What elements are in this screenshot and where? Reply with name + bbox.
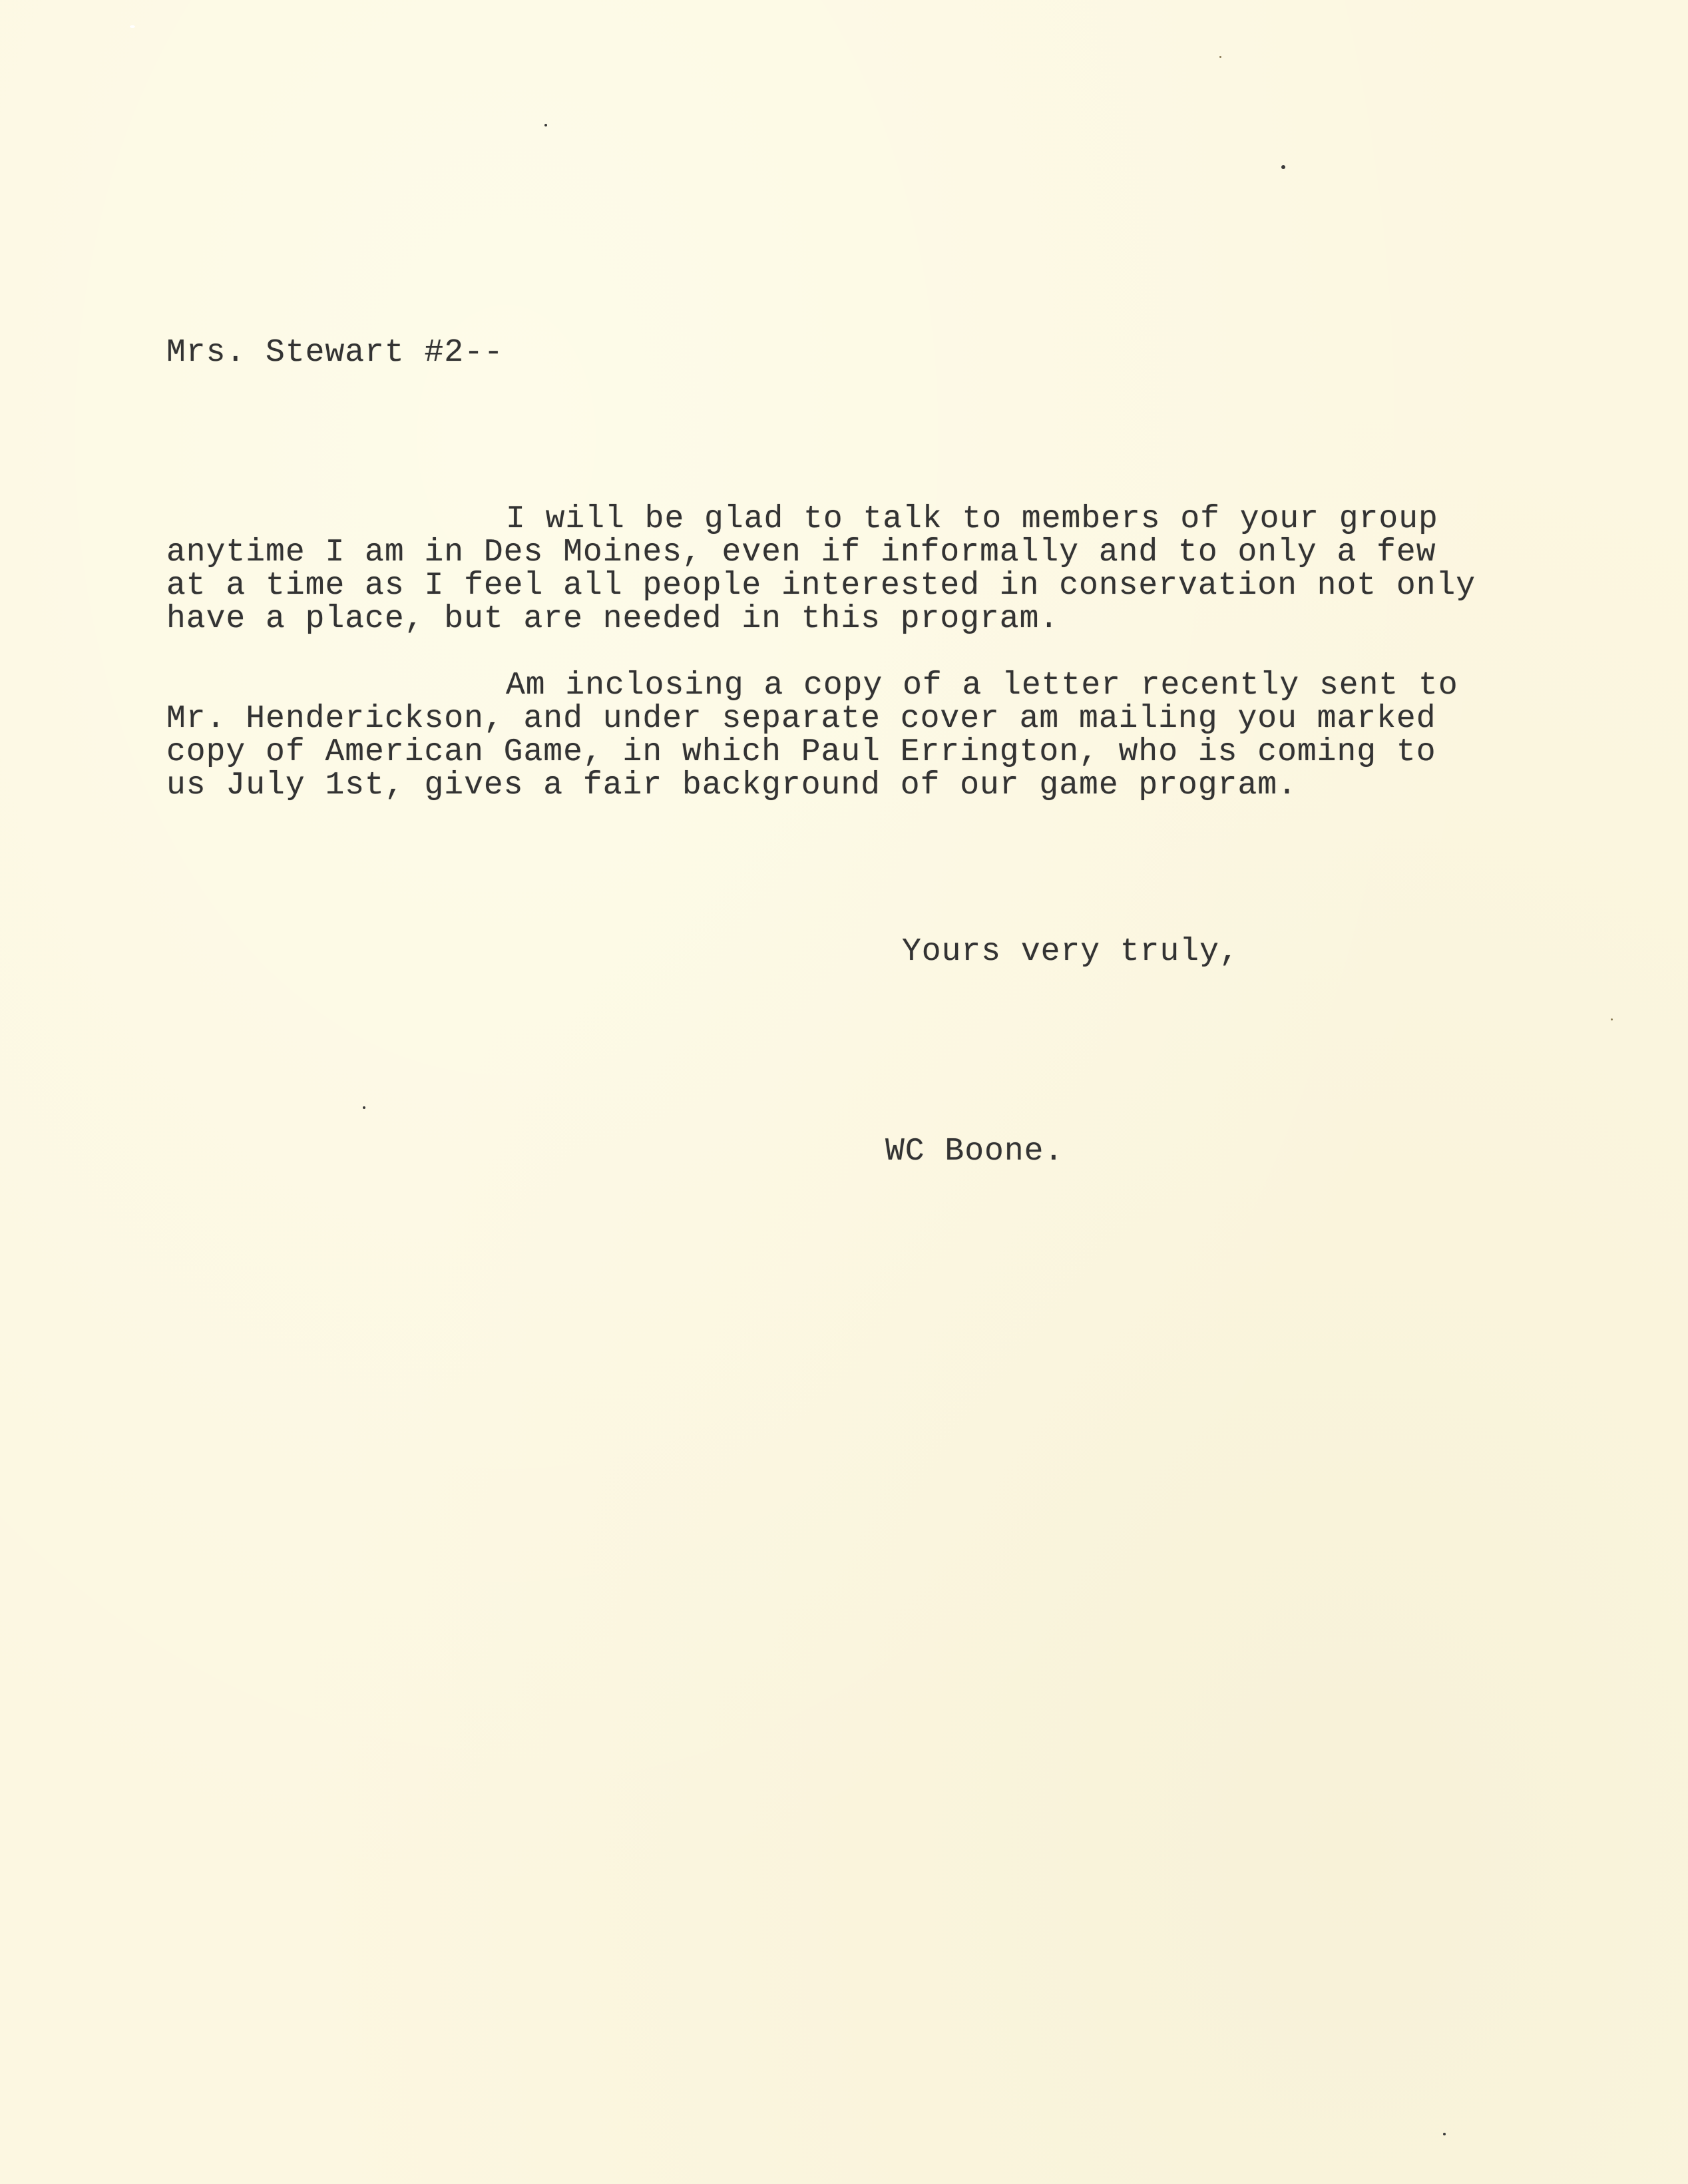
paragraph-1-line-3: at a time as I feel all people interested in conservation not only <box>166 568 1476 604</box>
paper-speck <box>1611 1018 1613 1020</box>
letter-heading: Mrs. Stewart #2-- <box>166 335 504 371</box>
letter-signature: WC Boone. <box>885 1134 1064 1170</box>
paragraph-2-line-3: copy of American Game, in which Paul Errington, who is coming to <box>166 734 1436 770</box>
paragraph-1-line-4: have a place, but are needed in this program. <box>166 601 1060 637</box>
paragraph-2-line-4: us July 1st, gives a fair background of our game program. <box>166 767 1297 803</box>
paragraph-2-line-1: Am inclosing a copy of a letter recently sent to <box>506 668 1458 704</box>
paper-speck <box>544 124 547 126</box>
paragraph-1-line-1: I will be glad to talk to members of your group <box>506 501 1438 537</box>
letter-closing: Yours very truly, <box>902 934 1239 970</box>
paper-speck <box>1281 165 1285 169</box>
paper-speck <box>1219 56 1221 58</box>
paragraph-1-line-2: anytime I am in Des Moines, even if informally and to only a few <box>166 535 1436 570</box>
paragraph-2-line-2: Mr. Henderickson, and under separate cover am mailing you marked <box>166 701 1436 737</box>
paper-speck <box>363 1106 365 1109</box>
paper-speck <box>130 25 135 28</box>
paper-speck <box>1443 2133 1446 2135</box>
